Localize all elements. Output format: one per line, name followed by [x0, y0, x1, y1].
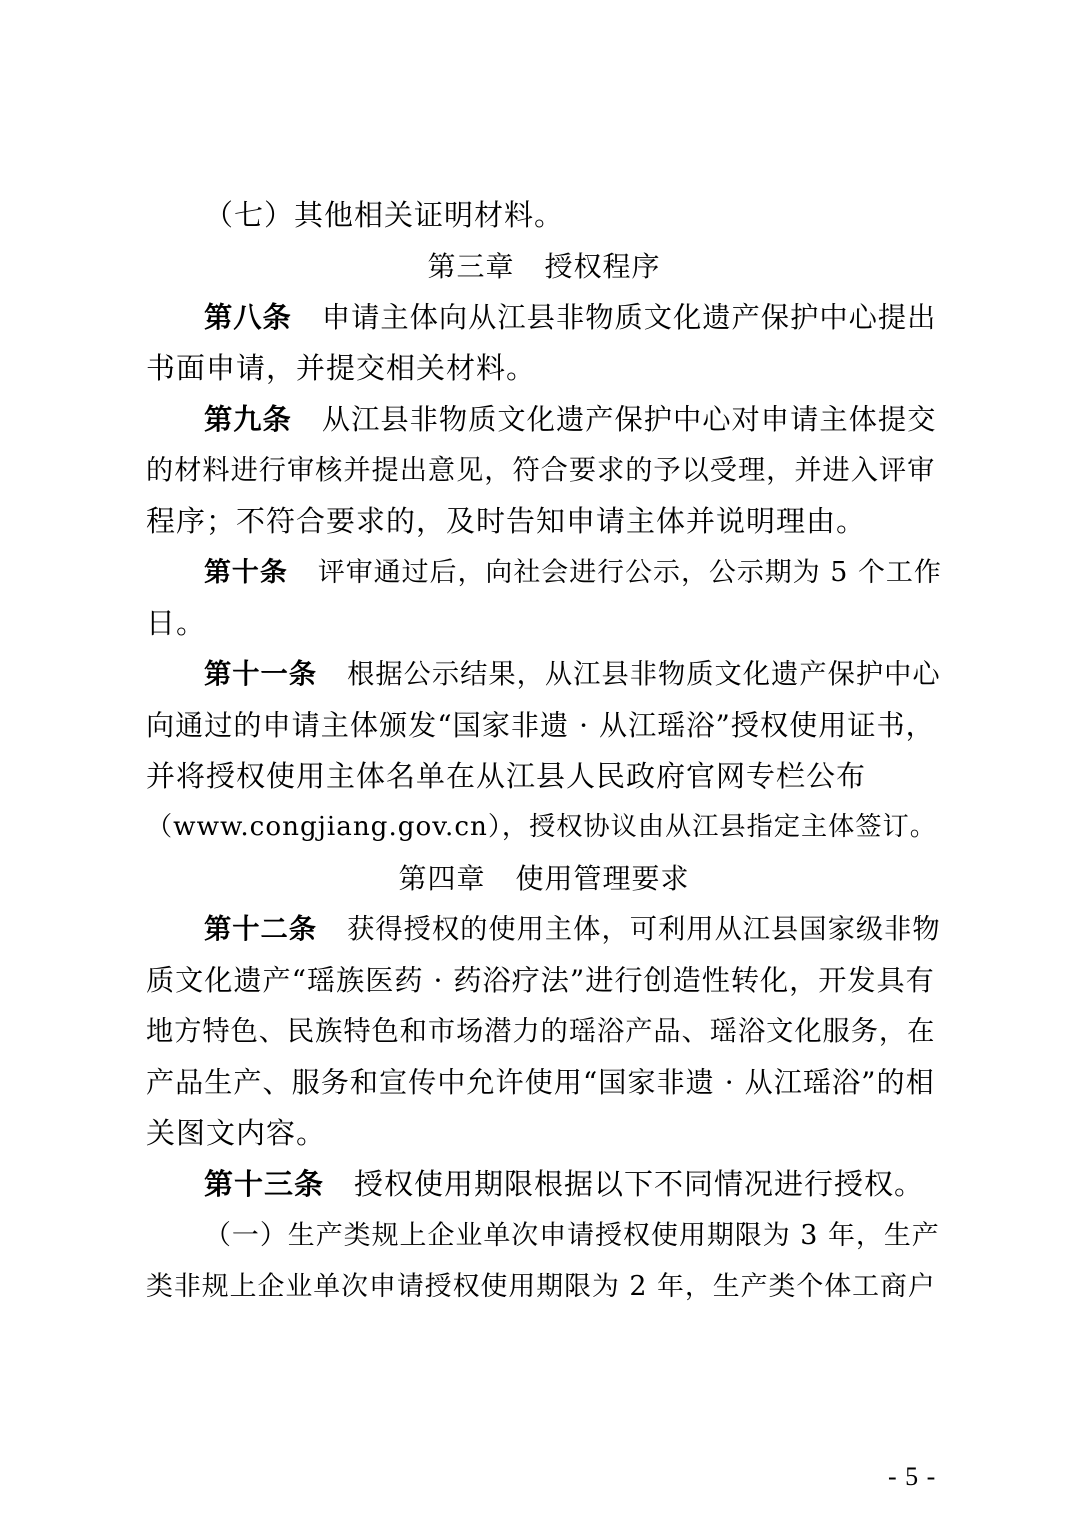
article-11-line-2: 向通过的申请主体颁发“国家非遗 · 从江瑶浴”授权使用证书，: [146, 709, 935, 742]
item-1-line-2: 类非规上企业单次申请授权使用期限为 2 年，生产类个体工商户: [146, 1271, 936, 1302]
article-8: [146, 292, 942, 343]
chapter-3-title: 授权程序: [544, 250, 661, 283]
item-1: （一）生产类规上企业单次申请授权使用期限为 3 年，生产: [204, 1220, 940, 1251]
article-8-line-2: 书面申请，并提交相关材料。: [146, 351, 537, 385]
item-7: （七）其他相关证明材料。: [204, 198, 565, 232]
article-13-label: 第十三条: [204, 1167, 325, 1201]
article-10-label: 第十条: [204, 557, 288, 588]
chapter-3-number: 第三章: [427, 250, 515, 283]
article-12: [146, 904, 942, 955]
article-11: [146, 649, 942, 700]
article-12-line-5: 关图文内容。: [146, 1116, 327, 1150]
article-9-line-3: 程序；不符合要求的，及时告知申请主体并说明理由。: [146, 504, 867, 538]
article-11-text: 根据公示结果，从江县非物质文化遗产保护中心: [347, 659, 941, 690]
article-12-line-2: 质文化遗产“瑶族医药 · 药浴疗法”进行创造性转化，开发具有: [146, 964, 935, 997]
article-13: [146, 1159, 942, 1210]
article-9: [146, 394, 942, 445]
article-12-line-3: 地方特色、民族特色和市场潜力的瑶浴产品、瑶浴文化服务，在: [146, 1016, 936, 1047]
article-13-text: 授权使用期限根据以下不同情况进行授权。: [354, 1167, 925, 1201]
article-10-text: 评审通过后，向社会进行公示，公示期为 5 个工作: [317, 557, 942, 588]
chapter-4-heading: [146, 853, 942, 904]
article-12-text: 获得授权的使用主体，可利用从江县国家级非物: [347, 914, 941, 945]
chapter-4-title: 使用管理要求: [515, 862, 690, 895]
article-8-label: 第八条: [204, 301, 292, 334]
article-11-line-3: 并将授权使用主体名单在从江县人民政府官网专栏公布: [146, 759, 867, 793]
article-11-label: 第十一条: [204, 659, 318, 690]
article-9-label: 第九条: [204, 403, 292, 436]
article-9-text: 从江县非物质文化遗产保护中心对申请主体提交: [321, 403, 937, 436]
chapter-4-number: 第四章: [398, 862, 486, 895]
chapter-3-heading: [146, 241, 942, 292]
article-10-line-2: 日。: [146, 606, 207, 640]
article-10: [146, 547, 942, 598]
article-11-line-4: （www.congjiang.gov.cn），授权协议由从江县指定主体签订。: [146, 812, 937, 842]
document-body: [146, 190, 942, 1312]
page-number: - 5 -: [888, 1462, 937, 1491]
article-12-label: 第十二条: [204, 914, 318, 945]
article-8-text: 申请主体向从江县非物质文化遗产保护中心提出: [321, 301, 937, 334]
article-12-line-4: 产品生产、服务和宣传中允许使用“国家非遗 · 从江瑶浴”的相: [146, 1066, 935, 1099]
article-9-line-2: 的材料进行审核并提出意见，符合要求的予以受理，并进入评审: [146, 455, 936, 486]
